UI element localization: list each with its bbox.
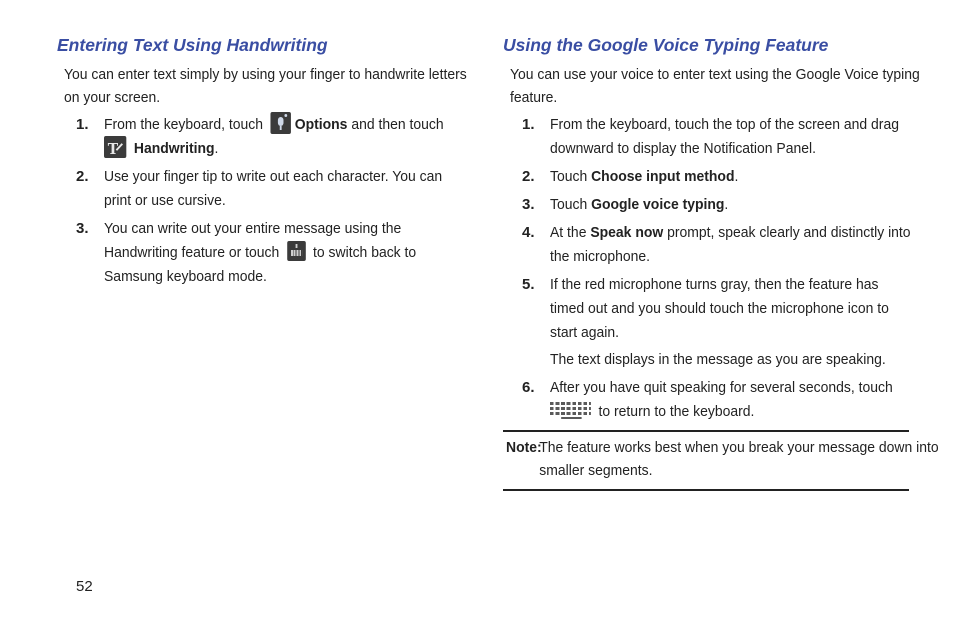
step-text: After you have quit speaking for several seconds, touch [550,379,893,396]
steps-handwriting [57,113,467,289]
choose-input-method-label: Choose input method [591,168,735,185]
list-item: 4. At the Speak now prompt, speak clearly and distinctly into the microphone. [503,221,913,269]
right-column [503,34,920,428]
step-number: 2. [522,168,535,185]
step-number: 2. [76,168,89,185]
note-label: Note: [506,439,542,456]
intro-voice-typing: You can use your voice to enter text using the Google Voice typing feature. [510,66,920,106]
handwriting-icon[interactable] [104,136,126,158]
list-item: 2. Touch Choose input method. [503,165,913,189]
intro-handwriting: You can enter text simply by using your finger to handwrite letters on your screen. [64,66,467,106]
list-item [503,376,913,424]
left-column [57,34,467,293]
step-text: From the keyboard, touch the top of the screen and drag downward to display the Notification Panel. [550,116,899,157]
step-text: You can write out your entire message using the Handwriting feature or touch [104,220,402,261]
note-box [503,430,939,491]
keyboard-icon[interactable] [550,400,591,420]
section-heading-handwriting: Entering Text Using Handwriting [57,35,328,55]
microphone-options-icon[interactable] [271,112,291,134]
step-number: 6. [522,379,535,396]
page-number: 52 [76,578,93,595]
speak-now-label: Speak now [590,224,664,241]
step-number: 5. [522,276,535,293]
step-text: Use your finger tip to write out each character. You can print or use cursive. [104,168,443,209]
list-item [503,113,913,161]
list-item: 1. From the keyboard, touch Options and then touch T Handwriting. [57,113,467,161]
step-text: to return to the keyboard. [598,403,755,420]
step-number: 3. [76,220,89,237]
step-extra-text: The text displays in the message as you are speaking. [550,351,886,368]
section-heading-voice-typing: Using the Google Voice Typing Feature [503,35,829,55]
step-text: and then touch [351,116,444,133]
step-number: 1. [522,116,535,133]
list-item: 3. Touch Google voice typing. [503,193,913,217]
step-number: 4. [522,224,535,241]
list-item [57,165,467,213]
step-text: If the red microphone turns gray, then the feature has timed out and you should touch the microphone icon to start again. [550,276,889,341]
keyboard-icon[interactable] [287,241,306,261]
step-text: From the keyboard, touch [104,116,263,133]
step-number: 1. [76,116,89,133]
google-voice-typing-label: Google voice typing [591,196,725,213]
handwriting-label: Handwriting [133,140,215,157]
list-item [57,217,467,289]
step-text: to switch back to Samsung keyboard mode. [104,244,417,285]
step-number: 3. [522,196,535,213]
options-label: Options [294,116,348,133]
list-item [503,273,913,372]
steps-voice-typing [503,113,913,424]
note-text: The feature works best when you break your message down into smaller segments. [539,439,939,479]
